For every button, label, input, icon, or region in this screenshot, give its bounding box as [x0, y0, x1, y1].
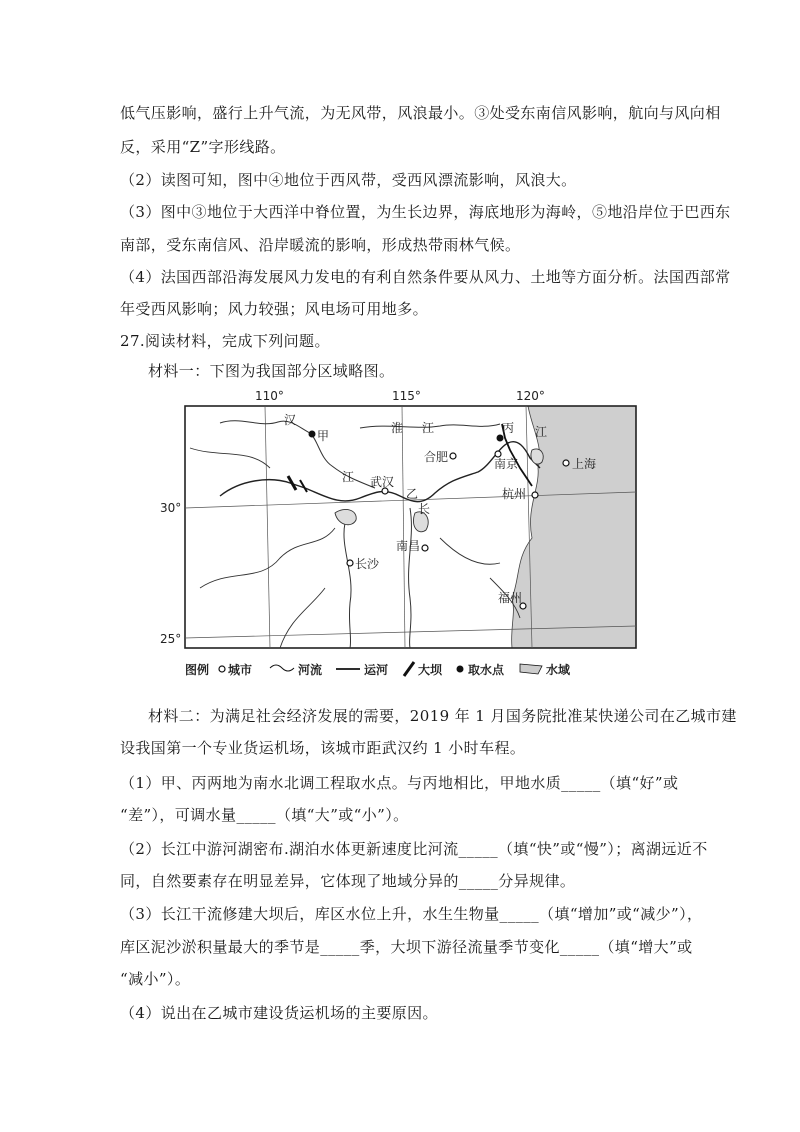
legend-river-symbol [270, 665, 294, 671]
tributary-river [190, 448, 270, 468]
question-27-heading: 27.阅读材料，完成下列问题。 [120, 332, 330, 350]
question-2: （2）长江中游河湖密布.湖泊水体更新速度比河流_____（填“快”或“慢”）；离湖远近不 [120, 840, 708, 858]
longitude-line [402, 406, 405, 648]
river-label-huai: 江 [422, 421, 435, 435]
taihu-lake [531, 449, 543, 464]
city-label-hangzhou: 杭州 [502, 487, 527, 501]
region-map [160, 388, 660, 688]
intake-point-jia [309, 431, 316, 438]
longitude-label: 110° [255, 389, 284, 403]
city-label-changsha: 长沙 [355, 557, 380, 571]
river-label-jiang: 江 [535, 425, 548, 439]
answer-3: （3）图中③地位于大西洋中脊位置，为生长边界，海底地形为海岭，⑤地沿岸位于巴西东 [120, 203, 731, 221]
legend-dam: 大坝 [418, 663, 443, 677]
legend-intake: 取水点 [468, 663, 505, 677]
longitude-line [265, 406, 270, 648]
city-nanchang-marker [422, 545, 428, 551]
city-label-nanjing: 南京 [494, 457, 519, 471]
yangtze-river [220, 442, 540, 502]
city-hangzhou-marker [532, 492, 538, 498]
dam-symbol [288, 476, 307, 492]
map-legend [185, 662, 571, 677]
question-3-cont: 库区泥沙淤积量最大的季节是_____季，大坝下游径流量季节变化_____（填“增大”或 [120, 938, 693, 956]
longitude-label: 120° [516, 389, 545, 403]
paragraph-line: 年受西风影响；风力较强；风电场可用地多。 [120, 300, 429, 318]
answer-4: （4）法国西部沿海发展风力发电的有利自然条件要从风力、土地等方面分析。法国西部常 [120, 268, 731, 286]
paragraph-line: 南部，受东南信风、沿岸暖流的影响，形成热带雨林气候。 [120, 236, 521, 254]
intake-point-bing [497, 435, 504, 442]
city-label-hefei: 合肥 [424, 450, 449, 464]
material-2-line: 材料二：为满足社会经济发展的需要，2019 年 1 月国务院批准某快递公司在乙城市建 [148, 707, 737, 725]
legend-river: 河流 [298, 663, 323, 677]
question-3: （3）长江干流修建大坝后，库区水位上升，水生生物量_____（填“增加”或“减少”）， [120, 905, 703, 923]
city-label-fuzhou: 福州 [498, 591, 523, 605]
city-label-wuhan: 武汉 [370, 475, 395, 489]
river-label-chang: 长 [418, 502, 431, 516]
sea-water-area [512, 406, 636, 648]
legend-city: 城市 [228, 663, 253, 677]
question-1-cont: “差”），可调水量_____（填“大”或“小”）。 [120, 806, 409, 824]
latitude-label: 25° [160, 632, 182, 646]
river-label-huai: 淮 [391, 421, 404, 435]
legend-water-symbol [520, 664, 542, 674]
question-2-cont: 同，自然要素存在明显差异，它体现了地域分异的_____分异规律。 [120, 872, 576, 890]
legend-canal: 运河 [364, 663, 389, 677]
legend-intake-symbol [457, 666, 464, 673]
dongting-lake [335, 509, 356, 524]
longitude-label: 115° [392, 389, 421, 403]
river-label-jiang: 江 [342, 470, 355, 484]
paragraph-line: 反，采用“Z”字形线路。 [120, 138, 286, 156]
city-hefei-marker [450, 453, 456, 459]
river-label-han: 汉 [284, 413, 297, 427]
label-yi: 乙 [406, 487, 419, 501]
city-label-shanghai: 上海 [572, 457, 597, 471]
label-bing: 丙 [502, 421, 515, 435]
xiang-river [344, 523, 351, 648]
label-jia: 甲 [317, 429, 330, 443]
city-changsha-marker [347, 560, 353, 566]
gan-river [409, 508, 412, 648]
question-3-cont: “减小”）。 [120, 970, 191, 988]
legend-dam-symbol [404, 662, 414, 676]
question-1: （1）甲、丙两地为南水北调工程取水点。与丙地相比，甲地水质_____（填“好”或 [120, 774, 679, 792]
city-shanghai-marker [563, 460, 569, 466]
material-1-caption: 材料一：下图为我国部分区域略图。 [148, 362, 395, 380]
paragraph-line: 低气压影响，盛行上升气流，为无风带，风浪最小。③处受东南信风影响，航向与风向相 [120, 104, 721, 122]
latitude-label: 30° [160, 501, 182, 515]
legend-title: 图例 [185, 663, 210, 677]
question-4: （4）说出在乙城市建设货运机场的主要原因。 [120, 1004, 438, 1022]
material-2-line: 设我国第一个专业货运机场，该城市距武汉约 1 小时车程。 [120, 739, 526, 757]
city-label-nanchang: 南昌 [396, 539, 421, 553]
legend-city-symbol [219, 666, 225, 672]
legend-water: 水域 [546, 663, 571, 677]
tributary-river [280, 588, 325, 648]
tributary-river [440, 538, 500, 564]
answer-2: （2）读图可知，图中④地位于西风带，受西风漂流影响，风浪大。 [120, 171, 577, 189]
